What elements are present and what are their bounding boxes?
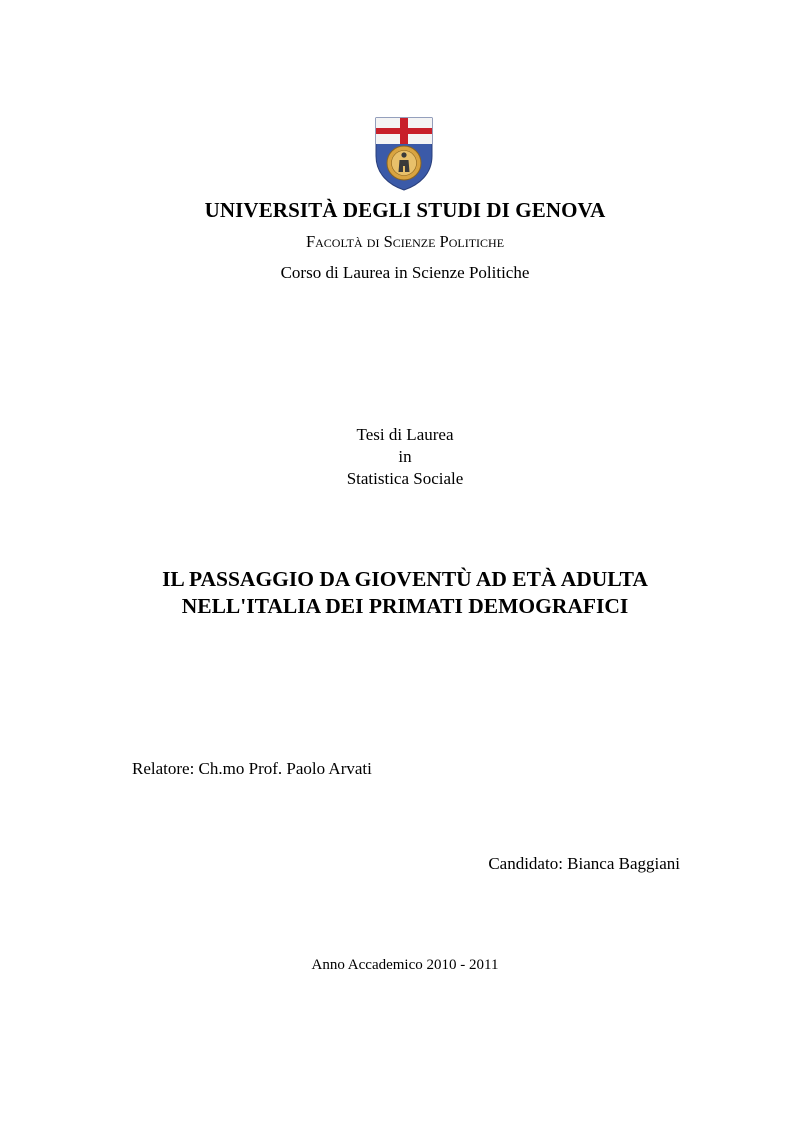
- relatore: Relatore: Ch.mo Prof. Paolo Arvati: [132, 759, 372, 778]
- university-crest-icon: [373, 114, 435, 192]
- candidato: Candidato: Bianca Baggiani: [488, 854, 680, 873]
- thesis-connector: in: [398, 447, 412, 466]
- thesis-type: Tesi di Laurea: [356, 425, 454, 444]
- thesis-title-line-1: IL PASSAGGIO DA GIOVENTÙ AD ETÀ ADULTA: [162, 567, 648, 591]
- thesis-subject: Statistica Sociale: [346, 469, 464, 488]
- course-name: Corso di Laurea in Scienze Politiche: [280, 263, 530, 282]
- faculty-name: Facoltà di Scienze Politiche: [305, 232, 505, 251]
- thesis-title: [8, 566, 794, 620]
- university-name: UNIVERSITÀ DEGLI STUDI DI GENOVA: [204, 198, 606, 222]
- thesis-info: [8, 424, 794, 490]
- thesis-title-line-2: NELL'ITALIA DEI PRIMATI DEMOGRAFICI: [181, 594, 629, 618]
- academic-year: Anno Accademico 2010 - 2011: [311, 957, 499, 973]
